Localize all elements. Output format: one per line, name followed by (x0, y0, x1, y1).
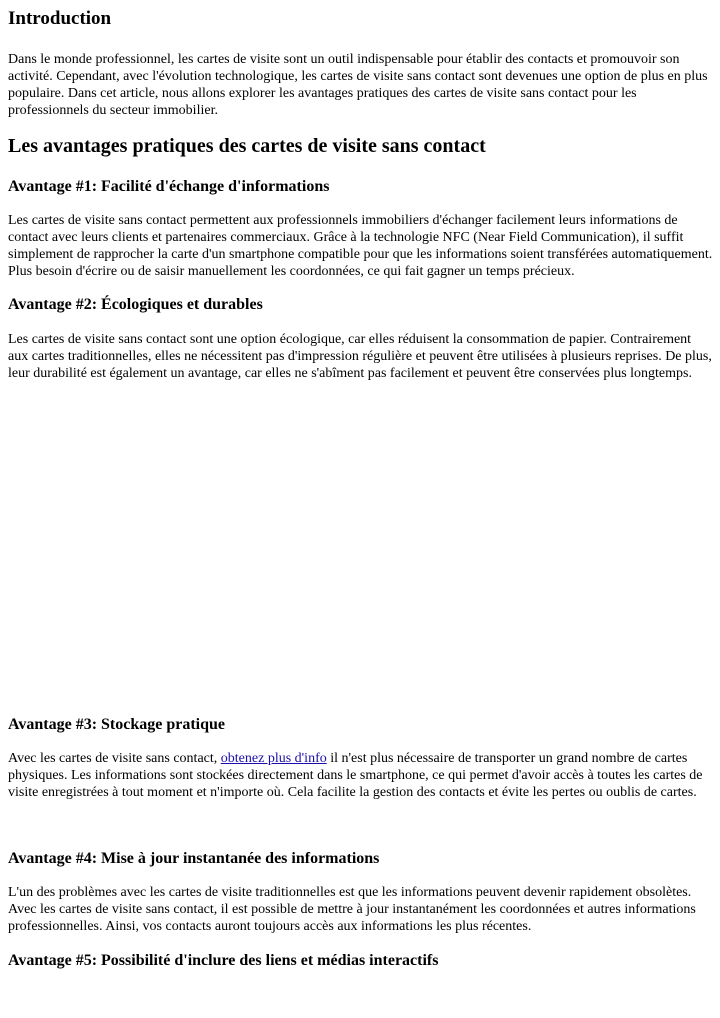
advantage-4-paragraph: L'un des problèmes avec les cartes de visite traditionnelles est que les informations peuvent devenir rapidement obsolètes. Avec les cartes de visite sans contact, il est possible de mettre à jour instantanément les coordonnées et autres informations professionnelles. Ainsi, vos contacts auront toujours accès aux informations les plus récentes. (8, 885, 696, 934)
more-info-link[interactable]: obtenez plus d'info (220, 751, 327, 766)
advantage-3-text-after: il n'est plus nécessaire de transporter un grand nombre de cartes physiques. Les informations sont stockées directement dans le smartphone, ce qui permet d'avoir accès à toutes les cartes de visite enregistrées à tout moment et n'importe où. Cela facilite la gestion des contacts et évite les pertes ou oublis de cartes. (8, 751, 703, 800)
advantage-5-heading: Avantage #5: Possibilité d'inclure des liens et médias interactifs (8, 952, 439, 969)
advantage-2-paragraph: Les cartes de visite sans contact sont une option écologique, car elles réduisent la consommation de papier. Contrairement aux cartes traditionnelles, elles ne nécessitent pas d'impression régulière et peuvent être utilisées à plusieurs reprises. De plus, leur durabilité est également un avantage, car elles ne s'abîment pas facilement et peuvent être conservées plus longtemps. (8, 332, 712, 381)
main-heading: Les avantages pratiques des cartes de visite sans contact (8, 135, 486, 157)
advantage-3-heading: Avantage #3: Stockage pratique (8, 716, 226, 733)
blank-space (8, 400, 712, 700)
advantage-1-paragraph: Les cartes de visite sans contact permettent aux professionnels immobiliers d'échanger facilement leurs informations de contact avec leurs clients et partenaires commerciaux. Grâce à la technologie NFC (Near Field Communication), il suffit simplement de rapprocher la carte d'un smartphone compatible pour que les informations soient transférées automatiquement. Plus besoin d'écrire ou de saisir manuellement les coordonnées, ce qui fait gagner un temps précieux. (8, 213, 713, 279)
advantage-1-heading: Avantage #1: Facilité d'échange d'informations (8, 178, 330, 195)
advantage-3-text-before: Avec les cartes de visite sans contact, (8, 751, 221, 766)
advantage-2-heading: Avantage #2: Écologiques et durables (8, 296, 263, 313)
intro-heading: Introduction (8, 8, 112, 29)
intro-paragraph: Dans le monde professionnel, les cartes de visite sont un outil indispensable pour établir des contacts et promouvoir son activité. Cependant, avec l'évolution technologique, les cartes de visite sans contact sont devenues une option de plus en plus populaire. Dans cet article, nous allons explorer les avantages pratiques des cartes de visite sans contact pour les professionnels du secteur immobilier. (8, 52, 708, 118)
advantage-3-paragraph (8, 750, 714, 801)
advantage-4-heading: Avantage #4: Mise à jour instantanée des informations (8, 850, 380, 867)
